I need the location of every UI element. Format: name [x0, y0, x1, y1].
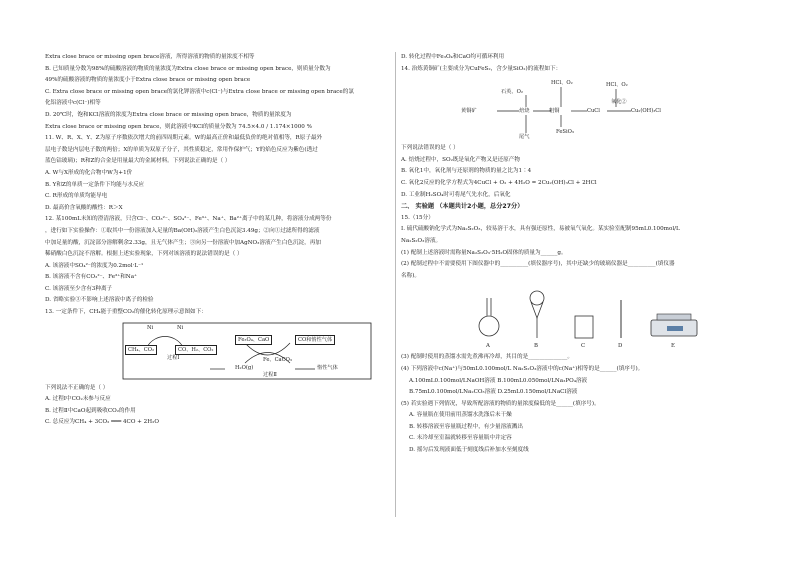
intermediate-box: CO、H₂、CO₂ — [175, 345, 217, 355]
equipment-label-d: D — [618, 342, 623, 349]
left-column — [45, 52, 390, 429]
option-b: B. 该溶液不含有CO₃²⁻、Fe³⁺和Na⁺ — [45, 274, 137, 281]
inert-gas-label: 惰性气体 — [317, 364, 338, 371]
option-d: D. 摇匀后发现液面低于刻度线后补加水至刻度线 — [409, 447, 529, 454]
section-heading: 二、 实验题 （本题共计2小题，总分27分） — [401, 203, 524, 211]
roast-label: 焙烧 — [519, 108, 530, 115]
option-d: D. 最高价含氧酸的酸性：R＞X — [45, 204, 123, 211]
text-line: Extra close brace or missing open brace溶液，所得溶液的物质的量浓度不相等 — [45, 54, 255, 60]
option-b: B. 过程Ⅱ中CaO起到吸收CO₂的作用 — [45, 407, 136, 414]
ni-label: Ni — [147, 324, 154, 331]
text-line: C. Extra close brace or missing open brace的氯化钾溶液中c(Cl⁻)与Extra close brace or missing open brace的氯 — [45, 88, 354, 95]
ore-label: 黄铜矿 — [461, 108, 477, 115]
water-label: H₂O(g) — [235, 364, 254, 371]
question-15: 15.（15分） — [401, 214, 434, 221]
option-a: A. W与X形成的化合物中W为+1价 — [45, 169, 133, 176]
text-line: D. 20℃时，饱和KCl溶液的浓度为Extra close brace or missing open brace，物质的量浓度为 — [45, 111, 292, 118]
reagent-label: HCl、O₂ — [551, 80, 573, 87]
option-b: B. 氧化1中，氧化剂与还原剂的物质的量之比为1∶4 — [401, 168, 532, 175]
text-line: 化铝溶液中c(Cl⁻)相等 — [45, 100, 101, 107]
reagent-label-2: HCl、O₂ — [606, 82, 628, 89]
question-11: 11. W、R、X、Y、Z为原子序数依次增大的前四周期元素。W的最高正价和最低负价的绝对值相等，R原子最外 — [45, 135, 323, 142]
text-line: 稀硝酸白色沉淀不溶解。根据上述实验现象，下列对该溶液的说法错误的是（ ） — [45, 251, 243, 258]
equipment-label-b: B — [534, 342, 538, 349]
option-b: B. 转移溶液至容量瓶过程中，有少量溶液溅出 — [409, 423, 523, 430]
text-line: B. 已知质量分数为98%的硫酸溶液的物质的量浓度为Extra close brace or missing open brace，则质量分数为 — [45, 65, 331, 72]
flow-arrows — [461, 77, 711, 143]
text-line: 名称)。 — [401, 272, 420, 279]
option-d: D. 工业制H₂SO₄时可将尾气先水化，后氧化 — [401, 191, 511, 198]
subquestion-5: (5) 若实验遇下列情况，导致所配溶液的物质的量浓度偏低的是______(填序号)。 — [401, 400, 600, 407]
option-d: D. 省略实验③不影响上述溶液中离子的检验 — [45, 297, 154, 304]
oxidation-label: 氧化② — [611, 99, 627, 106]
text-line: ，进行如下实验操作：①取其中一份溶液加入足量的Ba(OH)₂溶液产生白色沉淀3.49g；②向①过滤所得的滤液 — [45, 227, 320, 234]
catalysis-diagram — [85, 321, 375, 381]
solid-label: Fe、CaCO₃ — [263, 356, 292, 363]
process-1-label: 过程Ⅰ — [167, 354, 180, 361]
catalyst-box: Fe₃O₄、CaO — [235, 335, 272, 345]
question-14: 14. 治炼黄铜矿(主要成分为CuFeS₂，含少量SiO₂)的流程如下： — [401, 65, 562, 72]
quartz-label: 石英、O₂ — [501, 89, 523, 96]
crude-copper-label: 粗铜 — [549, 108, 560, 115]
product-label: Cu₂(OH)₃Cl — [631, 108, 661, 115]
equipment-label-e: E — [671, 342, 675, 349]
option-a: A. 过程Ⅰ中CO₂未参与反应 — [45, 396, 111, 403]
option-d: D. 转化过程中Fe₃O₄和CaO均可循环利用 — [401, 54, 505, 60]
cucl-label: CuCl — [587, 108, 600, 115]
tail-gas-label: 尾气 — [519, 134, 530, 141]
text-line: 层电子数是内层电子数的两倍；X的单质为双原子分子，其性质稳定，常用作保护气；Y的焰色反应为紫色(透过 — [45, 146, 318, 153]
option-a: A. 容量瓶在使用前用蒸馏水洗涤后未干燥 — [409, 412, 512, 419]
text-line: 下列说法错误的是（ ） — [401, 145, 459, 152]
text-line: 49%的硫酸溶液的物质的量浓度小于Extra close brace or missing open brace — [45, 77, 251, 84]
text-line: 蓝色钴玻璃)；R和Z的合金是用量最大的金属材料。下列说法正确的是（ ） — [45, 158, 231, 165]
text-line: Na₂S₂O₃溶液。 — [401, 237, 442, 244]
subquestion-1: (1) 配制上述溶液时需称量Na₂S₂O₃·5H₂O固体的质量为______g。 — [401, 249, 567, 256]
right-column — [401, 52, 751, 457]
option-c: C. R形成的单质均能导电 — [45, 193, 108, 200]
ni-label: Ni — [177, 324, 184, 331]
reactant-box: CH₄、CO₂ — [125, 345, 157, 355]
subquestion-2: (2) 配制过程中不需要使用下图仪器中的__________(填仪器序号)，其中还缺少的玻璃仪器是__________(填仪器 — [401, 261, 675, 268]
option-c: C. 未冷却至室温就转移至容量瓶中并定容 — [409, 435, 512, 442]
text-line: Extra close brace or missing open brace，则此溶液中KCl的质量分数为 74.5×4.0 / 1.174×1000 % — [45, 123, 312, 130]
equipment-label-a: A — [486, 342, 490, 349]
question-13: 13. 一定条件下，CH₄能于重整CO₂的催化转化原理示意图如下： — [45, 309, 207, 316]
slag-label: FeSiO₃ — [556, 129, 574, 136]
subquestion-4: (4) 下列溶液中c(Na⁺)与50mL0.100mol/L Na₂S₂O₃溶液中的c(Na⁺)相等的是______(填序号)。 — [401, 365, 644, 372]
text-line: Ⅰ. 硫代硫酸钠化学式为Na₂S₂O₃，较易溶于水，具有强还原性，易被氧气氧化。某实验室配制95mL0.100mol/L — [401, 226, 680, 233]
option-c: C. 氧化2反应的化学方程式为4CuCl + O₂ + 4H₂O = 2Cu₂(OH)₃Cl + 2HCl — [401, 179, 597, 186]
question-12: 12. 某100mL未知的澄清溶液，只含Cl⁻、CO₃²⁻、SO₄²⁻、Fe³⁺、Na⁺、Ba²⁺离子中的某几种，将溶液分成两等份 — [45, 216, 332, 223]
product-box: CO和惰性气体 — [295, 335, 335, 345]
text-line: 中加足量的酸，沉淀部分溶解剩余2.33g，且无气体产生；③向另一份溶液中加AgNO₃溶液产生白色沉淀，再加 — [45, 239, 321, 246]
option-c: C. 该溶液至少含有3种离子 — [45, 285, 113, 292]
text-line: 下列说法不正确的是（ ） — [45, 384, 109, 391]
option-row: A.100mL0.100mol/LNaOH溶液 B.100mL0.050mol/LNa₃PO₄溶液 — [409, 377, 588, 384]
equipment-drawings — [471, 282, 711, 344]
lab-equipment-figure — [471, 282, 711, 352]
equipment-label-c: C — [581, 342, 586, 349]
option-a: A. 该溶液中SO₄²⁻的浓度为0.2mol·L⁻¹ — [45, 262, 144, 269]
process-2-label: 过程Ⅱ — [263, 371, 277, 378]
subquestion-3: (3) 配制时使用的蒸馏水需先煮沸再冷却，其目的是______________。 — [401, 354, 573, 361]
option-c: C. 总反应为CH₄ + 3CO₂ ═══ 4CO + 2H₂O — [45, 419, 159, 426]
option-b: B. Y和Z的单质一定条件下均能与水反应 — [45, 181, 145, 188]
process-flow-diagram — [461, 77, 711, 143]
option-row: B.75mL0.100mol/LNa₂CO₃溶液 D.25mL0.150mol/LNaCl溶液 — [409, 389, 578, 396]
column-divider — [395, 52, 396, 517]
option-a: A. 焙烧过程中，SO₂既是氧化产物又是还原产物 — [401, 156, 520, 163]
